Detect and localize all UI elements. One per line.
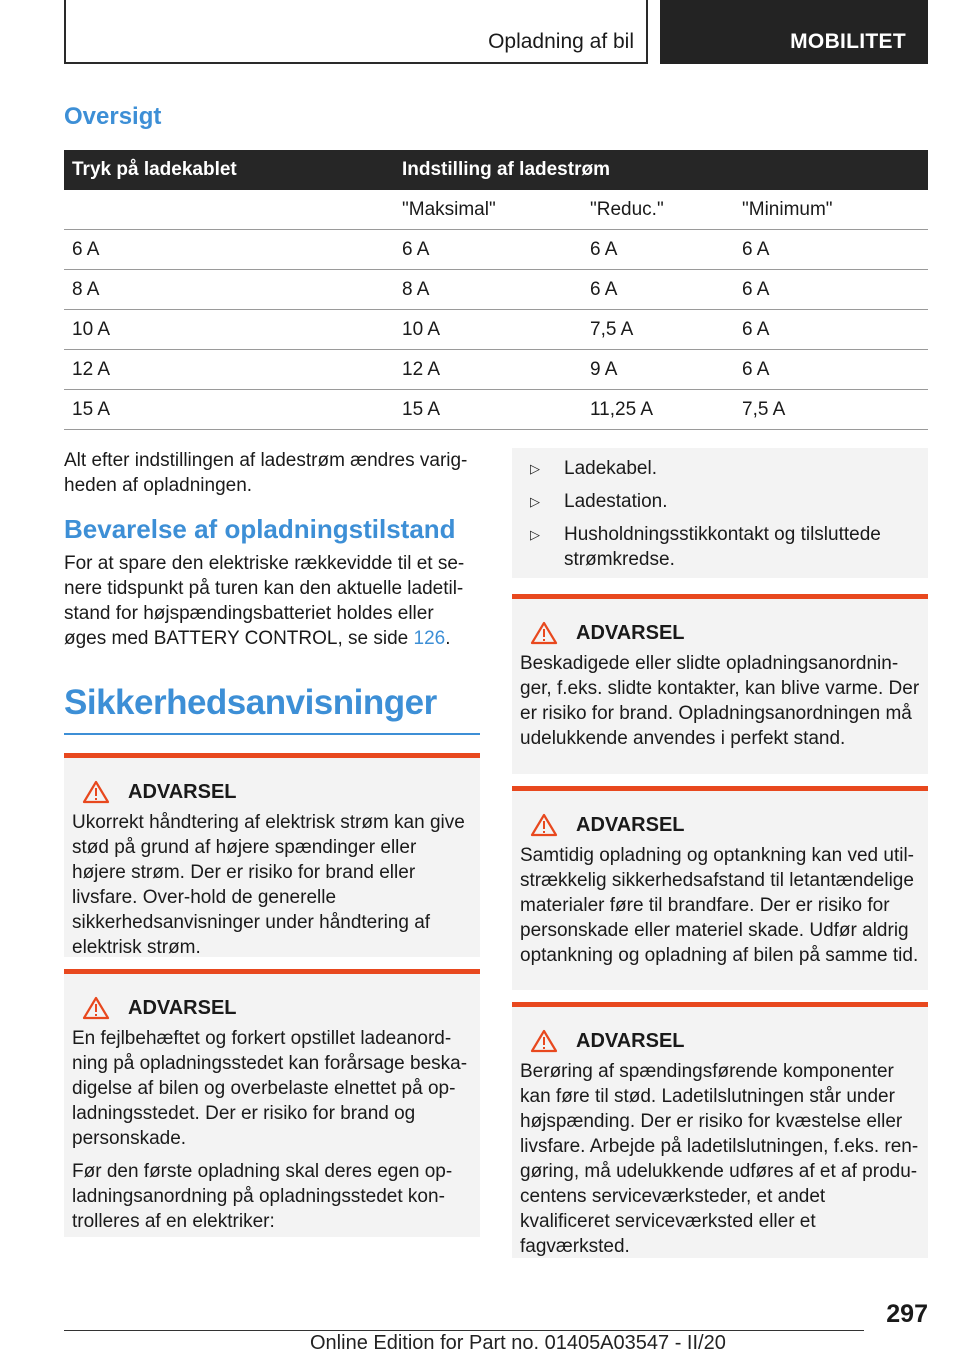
footer-edition: Online Edition for Part no. 01405A03547 - II/20 (310, 1332, 726, 1354)
header-chapter-tab (64, 0, 648, 64)
warning-header (520, 1029, 920, 1053)
warning-box (512, 1002, 928, 1258)
list-item-text: Husholdningsstikkontakt og tilsluttede strømkredse. (564, 524, 881, 570)
header-section-title: MOBILITET (790, 30, 906, 53)
warning-box (64, 969, 480, 1237)
table-cell: 15 A (394, 390, 582, 430)
warning-title: ADVARSEL (128, 780, 237, 803)
header-section-tab (660, 0, 928, 64)
warning-text: En fejlbehæftet og forkert opstillet ladeanord-ning på opladningsstedet kan forårsage beska-digelse af bilen og overbelaste elnettet på op-ladningsstedet. Der er risiko for brand og personskade. (72, 1028, 468, 1149)
table-row (64, 230, 928, 270)
table-cell: 6 A (734, 350, 928, 390)
table-cell: 12 A (64, 350, 394, 390)
page-reference-link[interactable]: 126 (413, 628, 446, 649)
paragraph-text: For at spare den elektriske rækkevidde til et se-nere tidspunkt på turen kan den aktuelle ladetil-stand for højspændingsbatteriet holdes eller øges med BATTERY CONTROL, se side (64, 553, 465, 649)
list-item-text: Ladestation. (564, 491, 668, 512)
triangle-right-icon: ▷ (530, 494, 540, 509)
table-cell: 8 A (64, 270, 394, 310)
page-number: 297 (886, 1300, 928, 1328)
intro-paragraph: Alt efter indstillingen af ladestrøm ændres varig-heden af opladningen. (64, 450, 468, 496)
checklist-box (512, 448, 928, 578)
table-header-setting: Indstilling af ladestrøm (394, 150, 928, 190)
table-cell: 6 A (734, 270, 928, 310)
overview-title: Oversigt (64, 103, 162, 130)
safety-section-title: Sikkerhedsanvisninger (64, 683, 480, 735)
warning-text: Beskadigede eller slidte opladningsanordnin-ger, f.eks. slidte kontakter, kan blive varme. Der er risiko for brand. Opladningsanordningen må udelukkende anvendes i perfekt stand. (520, 653, 920, 749)
warning-header (520, 621, 920, 645)
warning-header (72, 996, 472, 1020)
warning-title: ADVARSEL (128, 996, 237, 1019)
warning-triangle-icon (530, 813, 558, 837)
table-cell: 15 A (64, 390, 394, 430)
warning-box (512, 786, 928, 990)
warning-header (520, 813, 920, 837)
table-cell: 8 A (394, 270, 582, 310)
list-item (520, 485, 920, 518)
table-subheader: "Reduc." (582, 190, 734, 230)
warning-header (72, 780, 472, 804)
warning-text: Samtidig opladning og optankning kan ved util-strækkelig sikkerhedsafstand til letantændelige materialer føre til brandfare. Der er risiko for personskade eller materiel skade. Udfør aldrig optankning og opladning af bilen på samme tid. (520, 845, 919, 966)
table-header-cable: Tryk på ladekablet (64, 150, 394, 190)
table-subheader: "Maksimal" (394, 190, 582, 230)
table-header-row (64, 150, 928, 190)
table-row (64, 270, 928, 310)
table-cell: 6 A (64, 230, 394, 270)
table-row (64, 310, 928, 350)
list-item (520, 518, 920, 576)
table-cell: 11,25 A (582, 390, 734, 430)
warning-text: Før den første opladning skal deres egen op-ladningsanordning på opladningsstedet kon-trolleres af en elektriker: (72, 1161, 453, 1232)
table-row (64, 350, 928, 390)
table-cell: 7,5 A (734, 390, 928, 430)
table-cell: 12 A (394, 350, 582, 390)
warning-box (512, 594, 928, 774)
table-cell: 6 A (582, 230, 734, 270)
table-cell: 10 A (64, 310, 394, 350)
footer-divider (64, 1330, 864, 1331)
triangle-right-icon: ▷ (530, 527, 540, 542)
header-chapter-title: Opladning af bil (488, 30, 634, 53)
warning-title: ADVARSEL (576, 813, 685, 836)
warning-text: Ukorrekt håndtering af elektrisk strøm kan give stød på grund af højere spændinger eller højere strøm. Der er risiko for brand eller livsfare. Over-hold de generelle sikkerhedsanvisninger under håndtering af elektrisk strøm. (72, 812, 465, 958)
table-cell (64, 190, 394, 230)
table-cell: 7,5 A (582, 310, 734, 350)
table-cell: 6 A (734, 230, 928, 270)
table-cell: 10 A (394, 310, 582, 350)
table-subheader: "Minimum" (734, 190, 928, 230)
warning-triangle-icon (82, 996, 110, 1020)
table-cell: 6 A (582, 270, 734, 310)
right-column (512, 448, 928, 1258)
battery-control-paragraph (64, 551, 480, 651)
table-row (64, 390, 928, 430)
triangle-right-icon: ▷ (530, 461, 540, 476)
warning-box (64, 753, 480, 957)
table-cell: 6 A (734, 310, 928, 350)
table-cell: 6 A (394, 230, 582, 270)
warning-text: Berøring af spændingsførende komponenter kan føre til stød. Ladetilslutningen står under højspænding. Der er risiko for kvæstelse eller livsfare. Arbejde på ladetilslutningen, f.eks. ren-gøring, må udelukkende udføres af et af produ-centens serviceværksteder, et andet kvalificeret serviceværksted eller et fagværksted. (520, 1061, 919, 1257)
charging-current-table (64, 150, 928, 430)
list-item-text: Ladekabel. (564, 458, 657, 479)
table-cell: 9 A (582, 350, 734, 390)
warning-title: ADVARSEL (576, 1029, 685, 1052)
paragraph-end: . (445, 628, 451, 649)
list-item (520, 452, 920, 485)
warning-triangle-icon (530, 621, 558, 645)
table-subheader-row (64, 190, 928, 230)
subsection-title: Bevarelse af opladningstilstand (64, 514, 456, 544)
warning-triangle-icon (530, 1029, 558, 1053)
warning-triangle-icon (82, 780, 110, 804)
warning-title: ADVARSEL (576, 621, 685, 644)
left-column (64, 448, 480, 1237)
